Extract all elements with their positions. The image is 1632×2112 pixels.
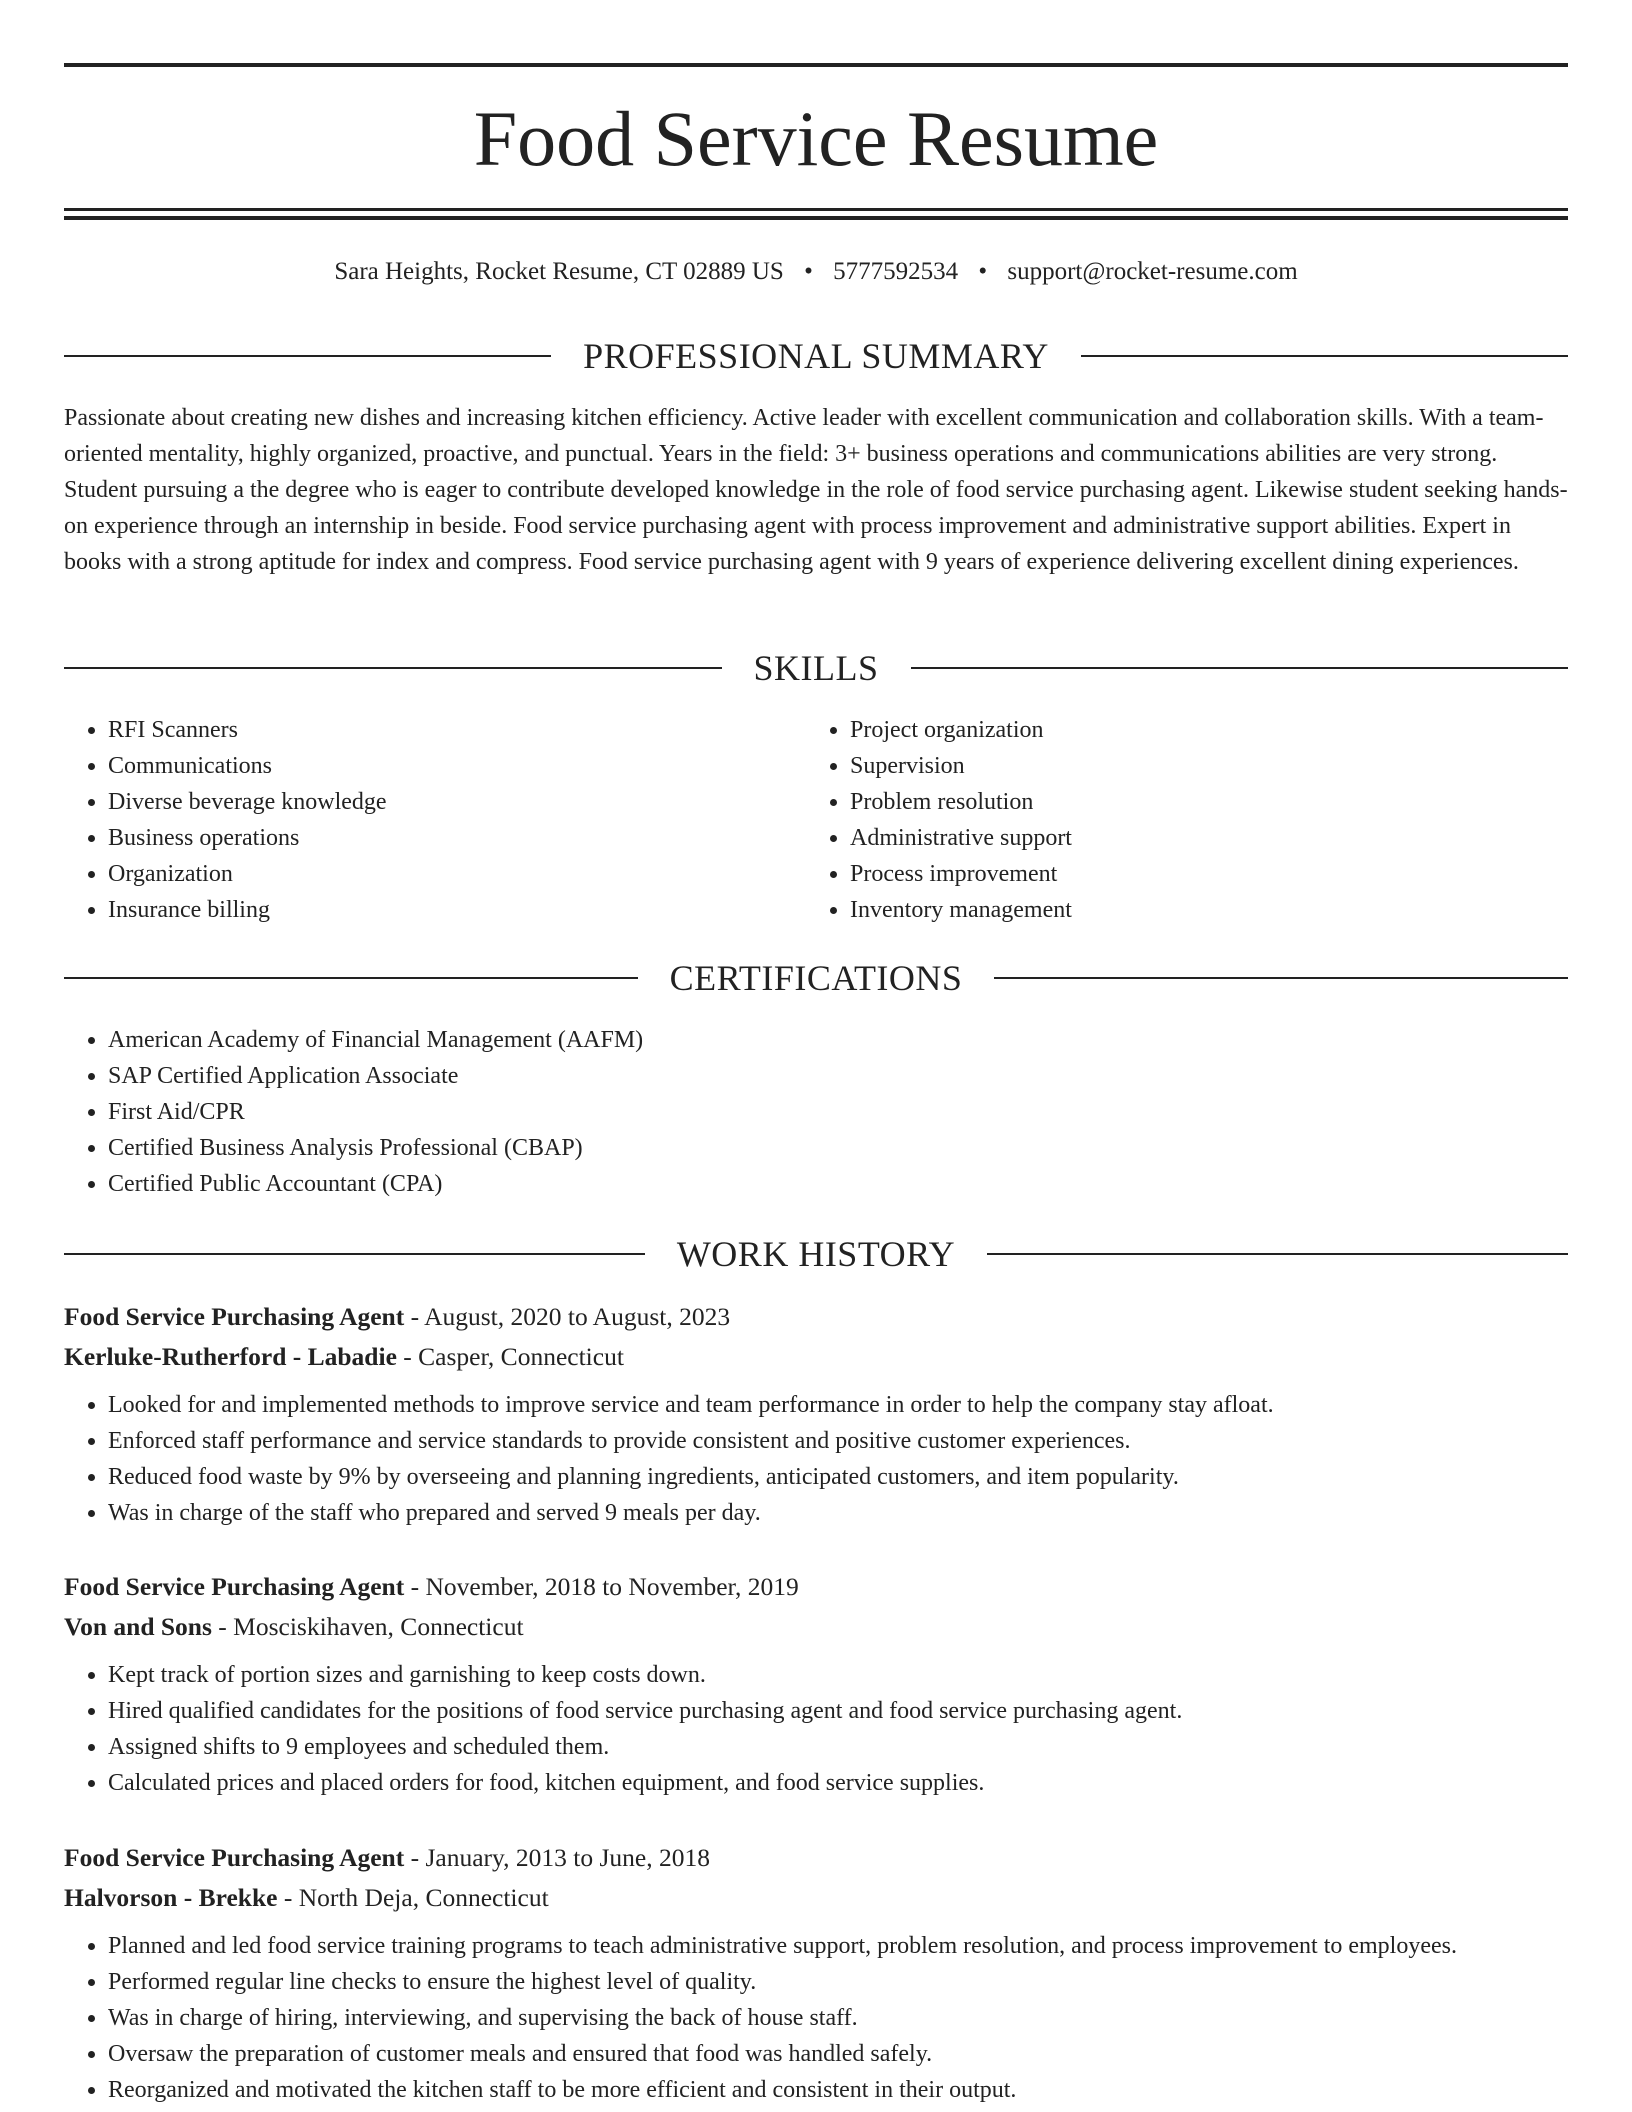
skill-item: • Insurance billing — [108, 892, 387, 928]
heading-rule-right — [1081, 355, 1568, 357]
job-company-row — [64, 1878, 1568, 1918]
job-bullet: • Was in charge of hiring, interviewing, and supervising the back of house staff. — [108, 2000, 1568, 2036]
certification-item: • Certified Business Analysis Professional (CBAP) — [108, 1130, 643, 1166]
skill-item: • Project organization — [850, 712, 1072, 748]
certification-item: • Certified Public Accountant (CPA) — [108, 1166, 643, 1202]
job-title-row — [64, 1838, 1568, 1878]
heading-rule-right — [911, 667, 1569, 669]
skills-heading — [64, 646, 1568, 690]
job-title: Food Service Purchasing Agent — [64, 1302, 405, 1331]
job-bullets — [64, 1928, 1568, 2108]
certification-item: • First Aid/CPR — [108, 1094, 643, 1130]
job-dates: - August, 2020 to August, 2023 — [404, 1302, 731, 1331]
job-company: Von and Sons — [64, 1612, 212, 1641]
certification-item: • American Academy of Financial Management (AAFM) — [108, 1022, 643, 1058]
skills-list-left — [64, 712, 387, 928]
certifications-heading — [64, 956, 1568, 1000]
summary-heading — [64, 334, 1568, 378]
job-title: Food Service Purchasing Agent — [64, 1572, 405, 1601]
contact-line — [64, 254, 1568, 290]
skill-item: • Business operations — [108, 820, 387, 856]
certifications-block — [64, 1022, 643, 1202]
top-rule — [64, 63, 1568, 67]
job-bullet: • Calculated prices and placed orders for food, kitchen equipment, and food service supplies. — [108, 1765, 1568, 1801]
heading-rule-left — [64, 667, 722, 669]
job-company-row — [64, 1607, 1568, 1647]
skill-item: • Process improvement — [850, 856, 1072, 892]
job-bullet: • Kept track of portion sizes and garnishing to keep costs down. — [108, 1657, 1568, 1693]
job-bullet: • Reduced food waste by 9% by overseeing and planning ingredients, anticipated customers, and item popularity. — [108, 1459, 1568, 1495]
job-dates: - November, 2018 to November, 2019 — [404, 1572, 799, 1601]
heading-rule-right — [987, 1253, 1568, 1255]
certifications-heading-label: CERTIFICATIONS — [669, 958, 963, 998]
contact-address: Sara Heights, Rocket Resume, CT 02889 US — [334, 258, 784, 285]
heading-rule-right — [994, 977, 1568, 979]
job-bullet: • Looked for and implemented methods to improve service and team performance in order to help the company stay afloat. — [108, 1387, 1568, 1423]
skill-item: • Supervision — [850, 748, 1072, 784]
job-bullets — [64, 1387, 1568, 1531]
job-bullet: • Hired qualified candidates for the positions of food service purchasing agent and food service purchasing agent. — [108, 1693, 1568, 1729]
skill-item: • Communications — [108, 748, 387, 784]
job-location: - Casper, Connecticut — [396, 1342, 624, 1371]
skills-heading-label: SKILLS — [753, 648, 879, 688]
job-company: Halvorson - Brekke — [64, 1883, 278, 1912]
job-bullet: • Planned and led food service training programs to teach administrative support, problem resolution, and process improvement to employees. — [108, 1928, 1568, 1964]
job-company: Kerluke-Rutherford - Labadie — [64, 1342, 397, 1371]
skills-column-right — [806, 712, 1072, 928]
job-entry — [64, 1838, 1568, 2108]
job-entry — [64, 1297, 1568, 1531]
heading-rule-left — [64, 977, 638, 979]
job-title-row — [64, 1297, 1568, 1337]
job-company-row — [64, 1337, 1568, 1377]
certifications-list — [64, 1022, 643, 1202]
job-bullet: • Oversaw the preparation of customer meals and ensured that food was handled safely. — [108, 2036, 1568, 2072]
contact-separator: • — [978, 258, 988, 285]
job-bullet: • Enforced staff performance and service standards to provide consistent and positive customer experiences. — [108, 1423, 1568, 1459]
skill-item: • Diverse beverage knowledge — [108, 784, 387, 820]
skill-item: • RFI Scanners — [108, 712, 387, 748]
work-history-heading — [64, 1232, 1568, 1276]
certification-item: • SAP Certified Application Associate — [108, 1058, 643, 1094]
summary-heading-label: PROFESSIONAL SUMMARY — [583, 336, 1049, 376]
contact-separator: • — [804, 258, 813, 285]
job-location: - Mosciskihaven, Connecticut — [211, 1612, 524, 1641]
skill-item: • Problem resolution — [850, 784, 1072, 820]
skill-item: • Administrative support — [850, 820, 1072, 856]
contact-phone: 5777592534 — [833, 258, 959, 285]
summary-text: Passionate about creating new dishes and increasing kitchen efficiency. Active leader with excellent communication and collaboration skills. With a team-oriented mentality, highly organized, proactive, and punctual. Years in the field: 3+ business operations and communications abilities are very strong. Student pursuing a the degree who is eager to contribute developed knowledge in the role of food service purchasing agent. Likewise student seeking hands-on experience through an internship in beside. Food service purchasing agent with process improvement and administrative support abilities. Expert in books with a strong aptitude for index and compress. Food service purchasing agent with 9 years of experience delivering excellent dining experiences. — [64, 405, 1568, 575]
job-bullet: • Performed regular line checks to ensure the highest level of quality. — [108, 1964, 1568, 2000]
skills-column-left — [64, 712, 387, 928]
job-location: - North Deja, Connecticut — [277, 1883, 549, 1912]
job-title-row — [64, 1567, 1568, 1607]
job-bullet: • Assigned shifts to 9 employees and scheduled them. — [108, 1729, 1568, 1765]
job-dates: - January, 2013 to June, 2018 — [404, 1843, 710, 1872]
skill-item: • Organization — [108, 856, 387, 892]
job-bullet: • Was in charge of the staff who prepared and served 9 meals per day. — [108, 1495, 1568, 1531]
job-title: Food Service Purchasing Agent — [64, 1843, 405, 1872]
heading-rule-left — [64, 1253, 645, 1255]
job-bullet: • Reorganized and motivated the kitchen staff to be more efficient and consistent in their output. — [108, 2072, 1568, 2108]
job-entry — [64, 1567, 1568, 1801]
work-history-heading-label: WORK HISTORY — [676, 1234, 956, 1274]
title-double-rule — [64, 208, 1568, 220]
resume-title: Food Service Resume — [473, 95, 1159, 182]
heading-rule-left — [64, 355, 551, 357]
job-bullets — [64, 1657, 1568, 1801]
skills-list-right — [806, 712, 1072, 928]
skill-item: • Inventory management — [850, 892, 1072, 928]
contact-email: support@rocket-resume.com — [1007, 258, 1298, 285]
